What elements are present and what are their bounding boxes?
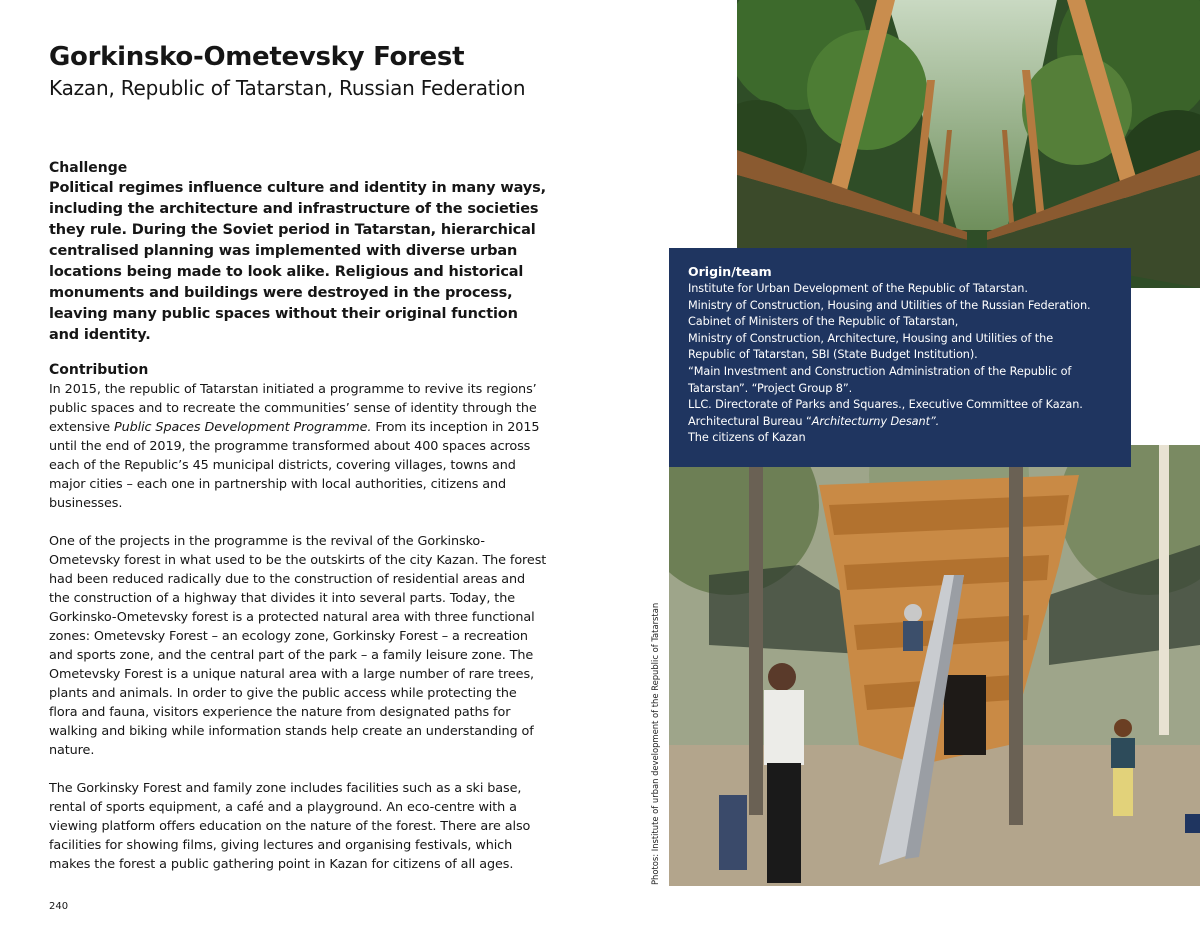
- team-line-prefix: Architectural Bureau “: [688, 414, 812, 428]
- team-line: LLC. Directorate of Parks and Squares., Executive Committee of Kazan.: [688, 398, 1083, 412]
- contribution-paragraph-2: One of the projects in the programme is the revival of the Gorkinsko-Ometevsky forest in what used to be the outskirts of the city Kazan. The forest had been reduced radically due to the construction of residential areas and the construction of a highway that divides it into several parts. Today, the Gorkinsko-Ometevsky forest is a protected natural area with three functional zones: Ometevsky Forest – an ecology zone, Gorkinsky Forest – a recreation and sports zone, and the central part of the park – a family leisure zone. The Ometevsky Forest is a unique natural area with a large number of rare trees, plants and animals. In order to give the public access while protecting the flora and fauna, visitors experience the nature from designated paths for walking and biking while information stands help create an understanding of nature.: [49, 534, 547, 758]
- page-subtitle: Kazan, Republic of Tatarstan, Russian Federation: [49, 76, 526, 100]
- team-line: Tatarstan”. “Project Group 8”.: [688, 381, 853, 395]
- contribution-heading: Contribution: [49, 362, 149, 378]
- page-title: Gorkinsko-Ometevsky Forest: [49, 42, 465, 72]
- team-line: [688, 414, 1113, 431]
- team-line: “Main Investment and Construction Administration of the Republic of: [688, 364, 1072, 378]
- page-number: 240: [49, 901, 69, 912]
- team-line: Ministry of Construction, Architecture, Housing and Utilities of the: [688, 331, 1054, 345]
- challenge-text: Political regimes influence culture and identity in many ways, including the architecture and infrastructure of the societies they rule. During the Soviet period in Tatarstan, hierarchical centralised planning was implemented with diverse urban locations being made to look alike. Religious and historical monuments and buildings were destroyed in the process, leaving many public spaces without their original function and identity.: [49, 180, 546, 343]
- challenge-heading: Challenge: [49, 160, 128, 176]
- team-line: Cabinet of Ministers of the Republic of Tatarstan,: [688, 315, 959, 329]
- playground-photo-illustration: [669, 445, 1200, 886]
- walkway-photo-illustration: [737, 0, 1200, 288]
- programme-name: Public Spaces Development Programme.: [113, 420, 372, 435]
- main-text-column: [49, 40, 549, 893]
- origin-team-heading: Origin/team: [688, 264, 772, 279]
- team-line: Republic of Tatarstan, SBI (State Budget Institution).: [688, 348, 978, 362]
- walkway-photo: [737, 0, 1200, 288]
- contribution-paragraph-3: The Gorkinsky Forest and family zone includes facilities such as a ski base, rental of sports equipment, a café and a playground. An eco-centre with a viewing platform offers education on the nature of the forest. There are also facilities for showing films, giving lectures and organising festivals, which makes the forest a public gathering point in Kazan for citizens of all ages.: [49, 781, 531, 872]
- contribution-paragraph-1: [49, 380, 549, 513]
- origin-team-box: [669, 248, 1131, 467]
- playground-photo: [669, 445, 1200, 886]
- paragraph-1-part-b: From its inception in 2015 until the end of 2019, the programme transformed about 400 spaces across each of the Republic’s 45 municipal districts, covering villages, towns and major cities – each one in partnership with local authorities, citizens and businesses.: [49, 420, 540, 511]
- team-line-italic: Architecturny Desant”.: [811, 414, 940, 428]
- paragraph-1-part-a: In 2015, the republic of Tatarstan initiated a programme to revive its regions’ public spaces and to recreate the communities’ sense of identity through the extensive: [49, 382, 537, 435]
- section-edge-tab: [1185, 814, 1200, 833]
- team-line: Ministry of Construction, Housing and Utilities of the Russian Federation.: [688, 298, 1091, 312]
- team-line: The citizens of Kazan: [688, 431, 806, 445]
- photo-credit: Photos: Institute of urban development of the Republic of Tatarstan: [650, 602, 660, 885]
- team-line: Institute for Urban Development of the Republic of Tatarstan.: [688, 282, 1028, 295]
